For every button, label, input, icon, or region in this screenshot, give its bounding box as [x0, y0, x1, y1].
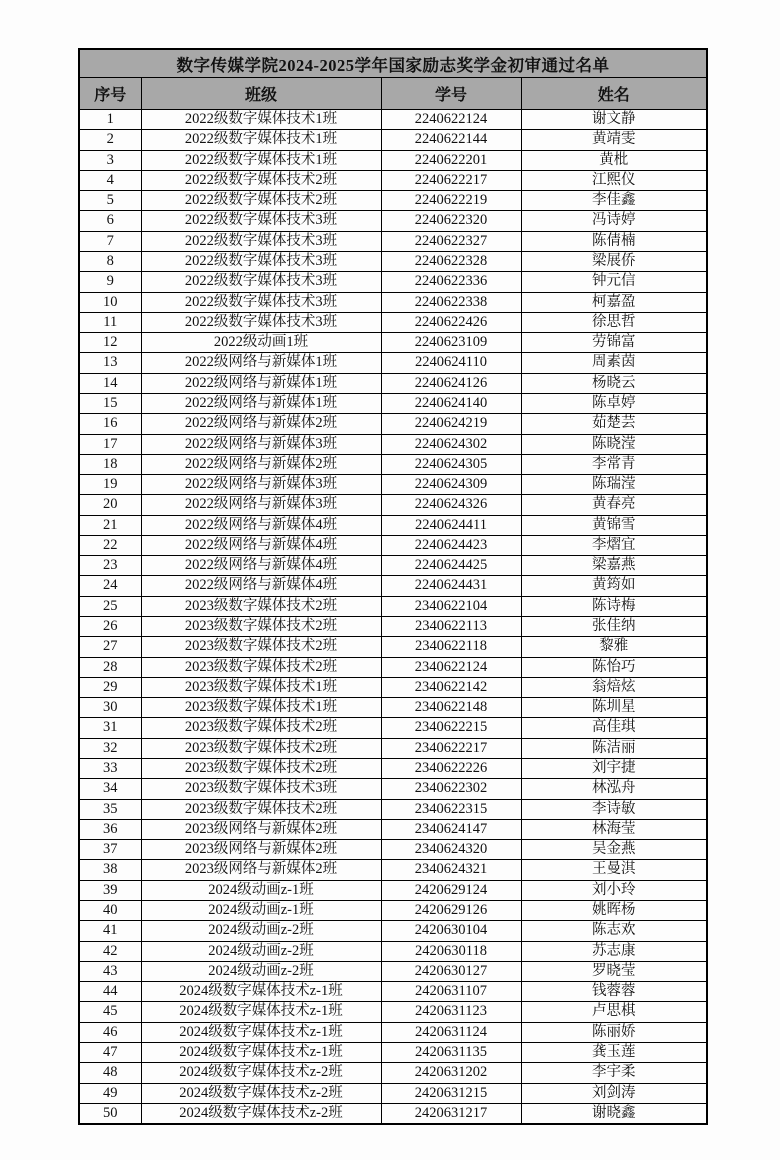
cell-student-id: 2240622328 [381, 251, 521, 271]
table-title: 数字传媒学院2024-2025学年国家励志奖学金初审通过名单 [79, 49, 707, 78]
table-row [79, 657, 707, 677]
cell-name: 姚晖杨 [521, 900, 707, 920]
cell-student-id: 2240624309 [381, 475, 521, 495]
table-row [79, 211, 707, 231]
cell-no: 9 [79, 272, 141, 292]
cell-class-name: 2022级网络与新媒体1班 [141, 393, 381, 413]
table-row [79, 819, 707, 839]
cell-name: 李常青 [521, 454, 707, 474]
cell-student-id: 2340622215 [381, 718, 521, 738]
table-row [79, 231, 707, 251]
table-row [79, 414, 707, 434]
cell-student-id: 2420629124 [381, 880, 521, 900]
cell-class-name: 2022级网络与新媒体3班 [141, 475, 381, 495]
cell-name: 林海莹 [521, 819, 707, 839]
cell-no: 44 [79, 982, 141, 1002]
table-row [79, 434, 707, 454]
cell-no: 6 [79, 211, 141, 231]
cell-class-name: 2023级数字媒体技术3班 [141, 779, 381, 799]
cell-no: 15 [79, 393, 141, 413]
table-row [79, 860, 707, 880]
table-row [79, 373, 707, 393]
table-row [79, 718, 707, 738]
table-body [79, 110, 707, 1125]
cell-student-id: 2340622118 [381, 637, 521, 657]
cell-student-id: 2420631217 [381, 1103, 521, 1124]
cell-no: 18 [79, 454, 141, 474]
cell-student-id: 2240622217 [381, 170, 521, 190]
cell-name: 陈晓滢 [521, 434, 707, 454]
table-row [79, 921, 707, 941]
table-row [79, 110, 707, 130]
cell-no: 22 [79, 535, 141, 555]
cell-no: 31 [79, 718, 141, 738]
cell-name: 罗晓莹 [521, 961, 707, 981]
cell-no: 17 [79, 434, 141, 454]
table-row [79, 1063, 707, 1083]
cell-student-id: 2240622320 [381, 211, 521, 231]
cell-name: 李佳鑫 [521, 191, 707, 211]
cell-name: 梁嘉燕 [521, 556, 707, 576]
cell-student-id: 2240624423 [381, 535, 521, 555]
cell-no: 36 [79, 819, 141, 839]
cell-name: 卢思棋 [521, 1002, 707, 1022]
cell-name: 陈怡巧 [521, 657, 707, 677]
cell-class-name: 2023级网络与新媒体2班 [141, 819, 381, 839]
cell-no: 38 [79, 860, 141, 880]
cell-student-id: 2340622226 [381, 759, 521, 779]
cell-class-name: 2024级数字媒体技术z-2班 [141, 1103, 381, 1124]
table-row [79, 1002, 707, 1022]
table-row [79, 900, 707, 920]
cell-student-id: 2340622148 [381, 698, 521, 718]
cell-student-id: 2420631202 [381, 1063, 521, 1083]
cell-name: 陈卓婷 [521, 393, 707, 413]
cell-name: 梁展侨 [521, 251, 707, 271]
cell-no: 3 [79, 150, 141, 170]
cell-name: 冯诗婷 [521, 211, 707, 231]
table-row [79, 1042, 707, 1062]
cell-no: 48 [79, 1063, 141, 1083]
cell-student-id: 2240622124 [381, 110, 521, 130]
cell-class-name: 2024级动画z-2班 [141, 941, 381, 961]
cell-name: 刘宇捷 [521, 759, 707, 779]
cell-no: 50 [79, 1103, 141, 1124]
cell-name: 龚玉莲 [521, 1042, 707, 1062]
cell-class-name: 2024级动画z-2班 [141, 921, 381, 941]
cell-no: 26 [79, 617, 141, 637]
table-row [79, 1103, 707, 1124]
cell-no: 32 [79, 738, 141, 758]
table-row [79, 738, 707, 758]
cell-no: 45 [79, 1002, 141, 1022]
cell-class-name: 2022级网络与新媒体1班 [141, 353, 381, 373]
cell-name: 陈洁丽 [521, 738, 707, 758]
title-row [79, 49, 707, 78]
cell-class-name: 2023级数字媒体技术2班 [141, 738, 381, 758]
cell-name: 张佳纳 [521, 617, 707, 637]
cell-class-name: 2022级网络与新媒体4班 [141, 515, 381, 535]
cell-student-id: 2420631123 [381, 1002, 521, 1022]
cell-no: 4 [79, 170, 141, 190]
cell-student-id: 2420631135 [381, 1042, 521, 1062]
cell-class-name: 2023级数字媒体技术2班 [141, 657, 381, 677]
cell-class-name: 2023级数字媒体技术2班 [141, 596, 381, 616]
table-row [79, 1083, 707, 1103]
cell-class-name: 2022级动画1班 [141, 333, 381, 353]
cell-student-id: 2240624302 [381, 434, 521, 454]
cell-name: 杨晓云 [521, 373, 707, 393]
table-row [79, 576, 707, 596]
cell-no: 49 [79, 1083, 141, 1103]
cell-student-id: 2240624326 [381, 495, 521, 515]
cell-student-id: 2340624320 [381, 840, 521, 860]
cell-name: 林泓舟 [521, 779, 707, 799]
column-header-name: 姓名 [521, 78, 707, 110]
table-row [79, 272, 707, 292]
cell-class-name: 2022级网络与新媒体4班 [141, 535, 381, 555]
cell-class-name: 2023级数字媒体技术2班 [141, 718, 381, 738]
cell-no: 11 [79, 312, 141, 332]
cell-student-id: 2240624110 [381, 353, 521, 373]
cell-student-id: 2340622217 [381, 738, 521, 758]
cell-student-id: 2340622124 [381, 657, 521, 677]
cell-name: 陈志欢 [521, 921, 707, 941]
cell-name: 刘剑涛 [521, 1083, 707, 1103]
cell-student-id: 2340622104 [381, 596, 521, 616]
cell-no: 34 [79, 779, 141, 799]
cell-class-name: 2024级动画z-1班 [141, 880, 381, 900]
cell-no: 23 [79, 556, 141, 576]
cell-student-id: 2340622113 [381, 617, 521, 637]
cell-no: 14 [79, 373, 141, 393]
table-row [79, 840, 707, 860]
cell-student-id: 2240624219 [381, 414, 521, 434]
table-row [79, 292, 707, 312]
cell-name: 陈倩楠 [521, 231, 707, 251]
table-row [79, 677, 707, 697]
cell-class-name: 2022级网络与新媒体4班 [141, 576, 381, 596]
cell-no: 28 [79, 657, 141, 677]
cell-class-name: 2022级数字媒体技术3班 [141, 292, 381, 312]
cell-no: 20 [79, 495, 141, 515]
table-row [79, 312, 707, 332]
table-row [79, 353, 707, 373]
cell-name: 刘小玲 [521, 880, 707, 900]
cell-student-id: 2340624321 [381, 860, 521, 880]
table-row [79, 596, 707, 616]
cell-no: 13 [79, 353, 141, 373]
cell-student-id: 2340622142 [381, 677, 521, 697]
cell-student-id: 2420630118 [381, 941, 521, 961]
cell-name: 谢文静 [521, 110, 707, 130]
cell-name: 高佳琪 [521, 718, 707, 738]
cell-class-name: 2022级数字媒体技术2班 [141, 170, 381, 190]
table-row [79, 333, 707, 353]
cell-name: 李宇柔 [521, 1063, 707, 1083]
cell-name: 陈诗梅 [521, 596, 707, 616]
cell-student-id: 2240624431 [381, 576, 521, 596]
cell-class-name: 2024级数字媒体技术z-1班 [141, 1042, 381, 1062]
cell-student-id: 2240622426 [381, 312, 521, 332]
cell-name: 钱蓉蓉 [521, 982, 707, 1002]
cell-name: 黎雅 [521, 637, 707, 657]
cell-class-name: 2023级数字媒体技术2班 [141, 759, 381, 779]
scholarship-roster-table [78, 48, 708, 1125]
table-row [79, 698, 707, 718]
cell-student-id: 2240622327 [381, 231, 521, 251]
table-row [79, 170, 707, 190]
cell-name: 徐思哲 [521, 312, 707, 332]
cell-no: 1 [79, 110, 141, 130]
cell-no: 5 [79, 191, 141, 211]
cell-class-name: 2024级动画z-1班 [141, 900, 381, 920]
table-row [79, 191, 707, 211]
cell-name: 陈圳星 [521, 698, 707, 718]
cell-class-name: 2022级数字媒体技术3班 [141, 312, 381, 332]
table-row [79, 454, 707, 474]
cell-name: 陈丽娇 [521, 1022, 707, 1042]
cell-student-id: 2240624140 [381, 393, 521, 413]
cell-no: 25 [79, 596, 141, 616]
cell-student-id: 2240624126 [381, 373, 521, 393]
cell-student-id: 2340624147 [381, 819, 521, 839]
cell-no: 46 [79, 1022, 141, 1042]
cell-class-name: 2022级网络与新媒体2班 [141, 414, 381, 434]
table-row [79, 475, 707, 495]
cell-class-name: 2022级数字媒体技术3班 [141, 251, 381, 271]
cell-name: 柯嘉盈 [521, 292, 707, 312]
cell-name: 黄筠如 [521, 576, 707, 596]
cell-student-id: 2420631124 [381, 1022, 521, 1042]
cell-name: 翁焙炫 [521, 677, 707, 697]
cell-student-id: 2420629126 [381, 900, 521, 920]
cell-class-name: 2024级动画z-2班 [141, 961, 381, 981]
table-row [79, 982, 707, 1002]
table-row [79, 130, 707, 150]
cell-name: 茹楚芸 [521, 414, 707, 434]
cell-class-name: 2023级数字媒体技术2班 [141, 637, 381, 657]
cell-student-id: 2240622144 [381, 130, 521, 150]
table-row [79, 150, 707, 170]
cell-student-id: 2240622219 [381, 191, 521, 211]
cell-no: 33 [79, 759, 141, 779]
cell-name: 苏志康 [521, 941, 707, 961]
table-row [79, 961, 707, 981]
cell-class-name: 2022级数字媒体技术3班 [141, 211, 381, 231]
cell-class-name: 2022级网络与新媒体3班 [141, 495, 381, 515]
cell-name: 李熠宜 [521, 535, 707, 555]
cell-class-name: 2023级数字媒体技术2班 [141, 617, 381, 637]
cell-name: 黄枇 [521, 150, 707, 170]
cell-name: 劳锦富 [521, 333, 707, 353]
cell-class-name: 2023级数字媒体技术1班 [141, 698, 381, 718]
cell-no: 21 [79, 515, 141, 535]
cell-student-id: 2240624425 [381, 556, 521, 576]
cell-no: 37 [79, 840, 141, 860]
cell-student-id: 2420631215 [381, 1083, 521, 1103]
table-row [79, 617, 707, 637]
cell-name: 黄靖雯 [521, 130, 707, 150]
cell-class-name: 2022级网络与新媒体4班 [141, 556, 381, 576]
cell-class-name: 2023级网络与新媒体2班 [141, 860, 381, 880]
table-row [79, 495, 707, 515]
cell-no: 39 [79, 880, 141, 900]
column-header-student-id: 学号 [381, 78, 521, 110]
cell-no: 40 [79, 900, 141, 920]
cell-no: 41 [79, 921, 141, 941]
column-header-no: 序号 [79, 78, 141, 110]
column-header-class: 班级 [141, 78, 381, 110]
table-row [79, 941, 707, 961]
cell-class-name: 2024级数字媒体技术z-2班 [141, 1083, 381, 1103]
cell-no: 35 [79, 799, 141, 819]
cell-name: 钟元信 [521, 272, 707, 292]
cell-class-name: 2022级数字媒体技术1班 [141, 130, 381, 150]
cell-no: 8 [79, 251, 141, 271]
table-row [79, 393, 707, 413]
cell-name: 黄春亮 [521, 495, 707, 515]
cell-name: 周素茵 [521, 353, 707, 373]
cell-no: 42 [79, 941, 141, 961]
cell-no: 2 [79, 130, 141, 150]
cell-no: 29 [79, 677, 141, 697]
cell-no: 43 [79, 961, 141, 981]
table-row [79, 637, 707, 657]
cell-class-name: 2023级数字媒体技术1班 [141, 677, 381, 697]
table-row [79, 779, 707, 799]
table-row [79, 1022, 707, 1042]
cell-no: 16 [79, 414, 141, 434]
cell-class-name: 2024级数字媒体技术z-1班 [141, 1022, 381, 1042]
table-row [79, 799, 707, 819]
cell-name: 吴金燕 [521, 840, 707, 860]
table-row [79, 535, 707, 555]
cell-class-name: 2022级数字媒体技术2班 [141, 191, 381, 211]
cell-student-id: 2240622338 [381, 292, 521, 312]
cell-class-name: 2022级数字媒体技术1班 [141, 110, 381, 130]
cell-name: 江熙仪 [521, 170, 707, 190]
cell-student-id: 2340622315 [381, 799, 521, 819]
table-row [79, 251, 707, 271]
cell-no: 19 [79, 475, 141, 495]
cell-student-id: 2240624411 [381, 515, 521, 535]
cell-class-name: 2022级网络与新媒体3班 [141, 434, 381, 454]
cell-student-id: 2340622302 [381, 779, 521, 799]
cell-student-id: 2420630127 [381, 961, 521, 981]
header-row [79, 78, 707, 110]
cell-student-id: 2240623109 [381, 333, 521, 353]
cell-no: 27 [79, 637, 141, 657]
table-row [79, 759, 707, 779]
cell-class-name: 2022级网络与新媒体1班 [141, 373, 381, 393]
cell-class-name: 2022级网络与新媒体2班 [141, 454, 381, 474]
cell-name: 陈瑞滢 [521, 475, 707, 495]
table-row [79, 880, 707, 900]
cell-no: 10 [79, 292, 141, 312]
cell-student-id: 2420631107 [381, 982, 521, 1002]
cell-student-id: 2420630104 [381, 921, 521, 941]
cell-student-id: 2240622336 [381, 272, 521, 292]
table-row [79, 556, 707, 576]
cell-class-name: 2022级数字媒体技术1班 [141, 150, 381, 170]
cell-no: 12 [79, 333, 141, 353]
cell-name: 黄锦雪 [521, 515, 707, 535]
cell-class-name: 2024级数字媒体技术z-2班 [141, 1063, 381, 1083]
cell-name: 谢晓鑫 [521, 1103, 707, 1124]
cell-class-name: 2023级网络与新媒体2班 [141, 840, 381, 860]
cell-no: 7 [79, 231, 141, 251]
cell-name: 王曼淇 [521, 860, 707, 880]
cell-no: 47 [79, 1042, 141, 1062]
cell-class-name: 2024级数字媒体技术z-1班 [141, 982, 381, 1002]
cell-class-name: 2022级数字媒体技术3班 [141, 272, 381, 292]
cell-name: 李诗敏 [521, 799, 707, 819]
table-row [79, 515, 707, 535]
cell-no: 30 [79, 698, 141, 718]
cell-class-name: 2022级数字媒体技术3班 [141, 231, 381, 251]
cell-class-name: 2023级数字媒体技术2班 [141, 799, 381, 819]
cell-no: 24 [79, 576, 141, 596]
cell-student-id: 2240622201 [381, 150, 521, 170]
cell-class-name: 2024级数字媒体技术z-1班 [141, 1002, 381, 1022]
cell-student-id: 2240624305 [381, 454, 521, 474]
